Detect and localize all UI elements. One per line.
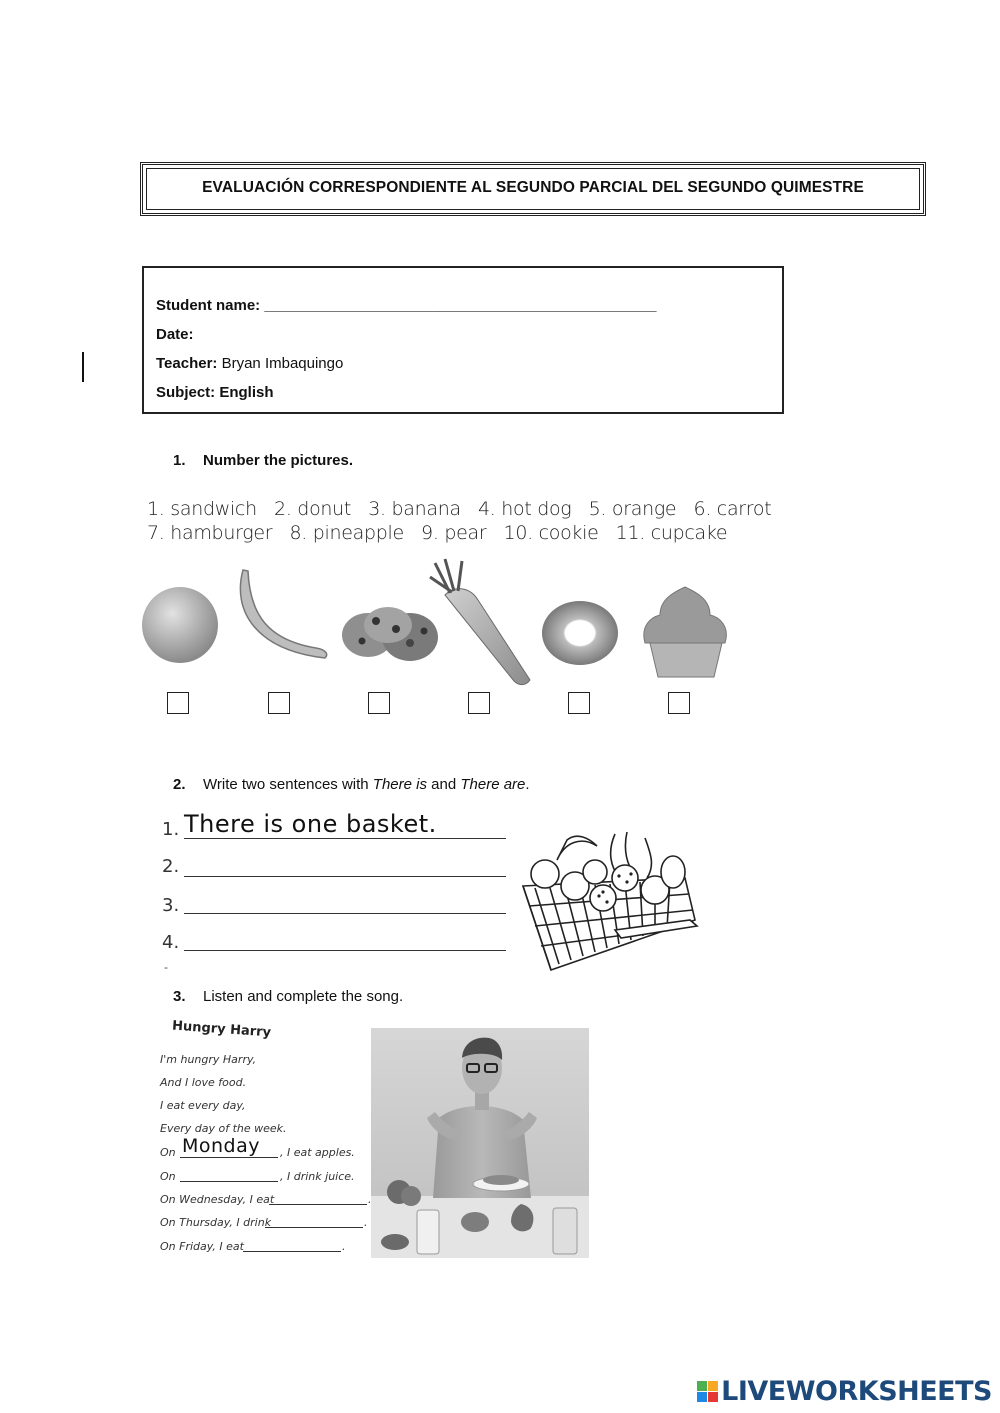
question-2-text-em1: There is bbox=[372, 776, 427, 793]
student-name-row bbox=[156, 297, 656, 314]
song-blank-3[interactable] bbox=[269, 1204, 367, 1205]
carrot-icon bbox=[430, 559, 530, 685]
cupcake-icon bbox=[644, 587, 727, 677]
number-box-3[interactable] bbox=[368, 692, 390, 714]
question-3-text: Listen and complete the song. bbox=[203, 988, 404, 1005]
question-2-text-em2: There are bbox=[460, 776, 526, 793]
sentence-line-4[interactable] bbox=[184, 950, 506, 951]
song-line-2: And I love food. bbox=[160, 1076, 247, 1089]
page-title: EVALUACIÓN CORRESPONDIENTE AL SEGUNDO PARCIAL DEL SEGUNDO QUIMESTRE bbox=[202, 179, 864, 196]
song-blank-5-pre: On Friday, I eat bbox=[160, 1240, 244, 1253]
sentence-line-3[interactable] bbox=[184, 913, 506, 914]
man-with-food-photo bbox=[371, 1028, 589, 1258]
sentence-number-4: 4. bbox=[162, 932, 180, 953]
student-name-field[interactable]: _______________________________________________ bbox=[264, 297, 657, 314]
cookies-icon bbox=[342, 607, 438, 661]
sentence-number-3: 3. bbox=[162, 895, 180, 916]
song-blank-1-post: , I eat apples. bbox=[280, 1146, 355, 1159]
sentence-number-1: 1. bbox=[162, 819, 180, 840]
song-line-4: Every day of the week. bbox=[160, 1122, 287, 1135]
question-2-text-mid: and bbox=[426, 776, 461, 793]
song-blank-4-post: . bbox=[364, 1216, 368, 1229]
song-line-1: I'm hungry Harry, bbox=[160, 1053, 257, 1066]
date-label: Date: bbox=[156, 326, 194, 343]
word-list-line-1: 1. sandwich 2. donut 3. banana 4. hot dog 5. orange 6. carrot bbox=[147, 498, 772, 520]
question-2 bbox=[173, 776, 530, 793]
song-blank-2-post: , I drink juice. bbox=[280, 1170, 355, 1183]
sentence-line-2[interactable] bbox=[184, 876, 506, 877]
number-box-2[interactable] bbox=[268, 692, 290, 714]
liveworksheets-logo-icon bbox=[697, 1381, 718, 1402]
liveworksheets-logo-text: LIVEWORKSHEETS bbox=[721, 1376, 992, 1407]
question-2-text-pre: Write two sentences with bbox=[203, 776, 373, 793]
food-pictures bbox=[140, 555, 730, 725]
date-row bbox=[156, 326, 194, 343]
liveworksheets-logo[interactable] bbox=[697, 1376, 992, 1407]
song-title: Hungry Harry bbox=[171, 1018, 272, 1041]
sentence-line-1[interactable] bbox=[184, 838, 506, 839]
song-blank-4-pre: On Thursday, I drink bbox=[160, 1216, 272, 1229]
subject-label: Subject: English bbox=[156, 384, 274, 401]
word-list-line-2: 7. hamburger 8. pineapple 9. pear 10. cookie 11. cupcake bbox=[147, 522, 728, 544]
song-answer-1[interactable]: Monday bbox=[182, 1135, 261, 1157]
sentence-number-2: 2. bbox=[162, 856, 180, 877]
song-blank-1[interactable] bbox=[180, 1157, 278, 1158]
song-blank-5-post: . bbox=[342, 1240, 346, 1253]
song-blank-3-post: . bbox=[368, 1193, 372, 1206]
question-2-number: 2. bbox=[173, 776, 186, 793]
song-blank-4[interactable] bbox=[265, 1227, 363, 1228]
title-box bbox=[140, 162, 926, 216]
number-box-6[interactable] bbox=[668, 692, 690, 714]
song-blank-1-pre: On bbox=[160, 1146, 176, 1159]
song-blank-5[interactable] bbox=[243, 1251, 341, 1252]
question-3 bbox=[173, 988, 403, 1005]
text-cursor bbox=[82, 352, 84, 382]
number-box-5[interactable] bbox=[568, 692, 590, 714]
fruit-basket-icon bbox=[515, 828, 700, 978]
song-blank-3-pre: On Wednesday, I eat bbox=[160, 1193, 275, 1206]
teacher-name: Bryan Imbaquingo bbox=[221, 355, 344, 372]
question-1-text: Number the pictures. bbox=[203, 452, 354, 469]
song-blank-2-pre: On bbox=[160, 1170, 176, 1183]
question-2-text-post: . bbox=[525, 776, 530, 793]
student-info-box bbox=[142, 266, 784, 414]
number-box-1[interactable] bbox=[167, 692, 189, 714]
question-1-number: 1. bbox=[173, 452, 186, 469]
donut-icon bbox=[542, 601, 618, 665]
orange-icon bbox=[142, 587, 218, 663]
subject-row bbox=[156, 384, 274, 401]
student-name-label: Student name: bbox=[156, 297, 261, 314]
banana-icon bbox=[240, 570, 326, 658]
question-3-number: 3. bbox=[173, 988, 186, 1005]
teacher-label: Teacher: bbox=[156, 355, 218, 372]
question-1 bbox=[173, 452, 353, 469]
number-box-4[interactable] bbox=[468, 692, 490, 714]
sentence-answer-1[interactable]: There is one basket. bbox=[184, 810, 437, 838]
stray-dash: - bbox=[164, 960, 168, 974]
teacher-row bbox=[156, 355, 343, 372]
song-line-3: I eat every day, bbox=[160, 1099, 246, 1112]
song-blank-2[interactable] bbox=[180, 1181, 278, 1182]
